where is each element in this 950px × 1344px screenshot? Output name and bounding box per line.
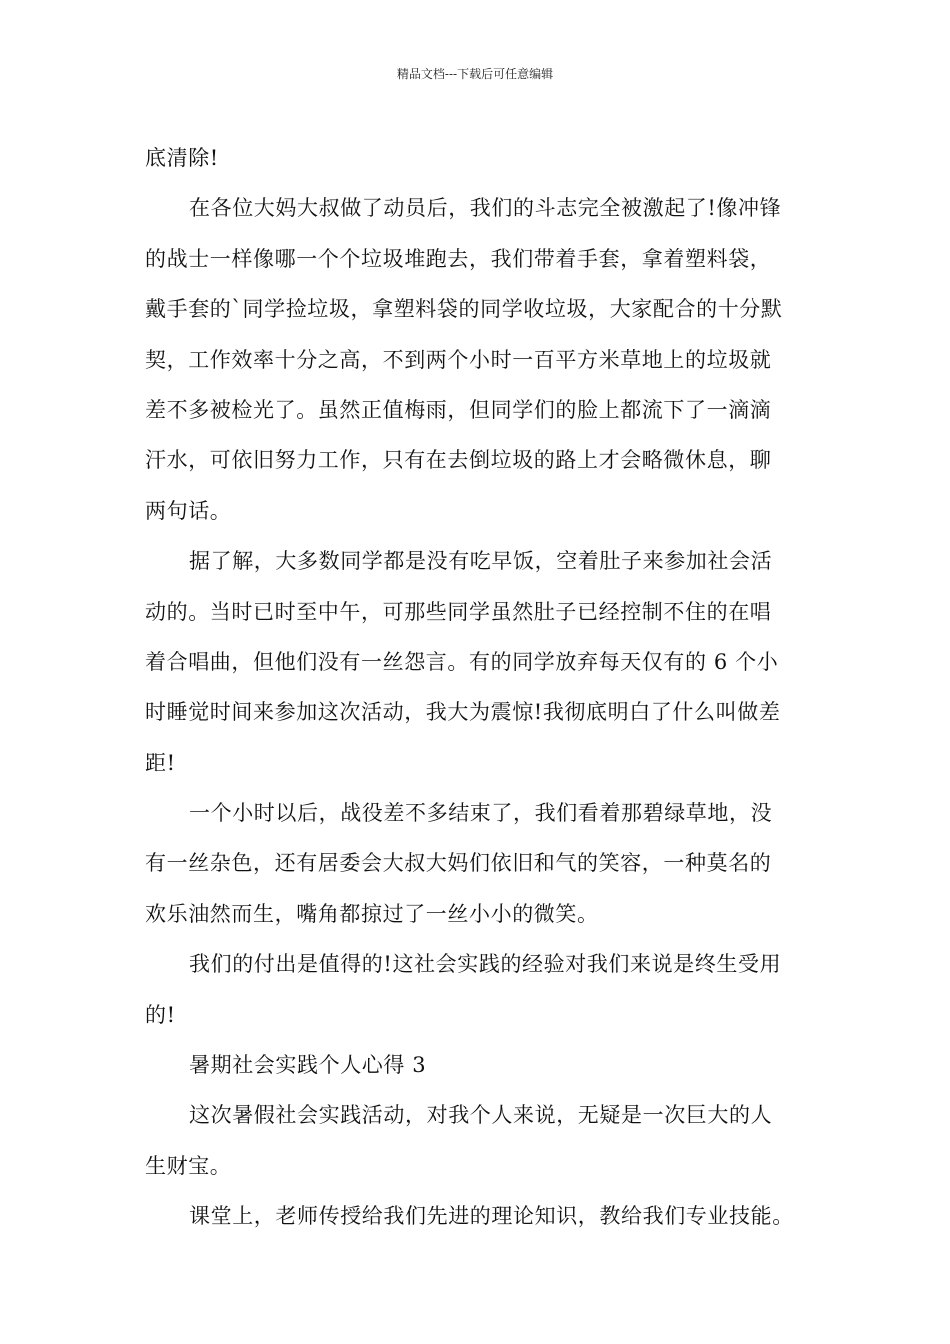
text-line: 着合唱曲，但他们没有一丝怨言。有的同学放弃每天仅有的 6 个小 xyxy=(145,649,779,674)
page-header: 精品文档---下载后可任意编辑 xyxy=(396,67,554,81)
text-line: 汗水，可依旧努力工作，只有在去倒垃圾的路上才会略微休息，聊 xyxy=(145,448,772,473)
document-body xyxy=(145,133,825,1242)
text-line: 契，工作效率十分之高，不到两个小时一百平方米草地上的垃圾就 xyxy=(145,347,772,372)
text-line: 底清除! xyxy=(145,146,219,170)
text-line: 两句话。 xyxy=(145,498,232,523)
text-line: 欢乐油然而生，嘴角都掠过了一丝小小的微笑。 xyxy=(145,901,599,926)
text-line: 动的。当时已时至中午，可那些同学虽然肚子已经控制不住的在唱 xyxy=(145,599,772,624)
text-line: 有一丝杂色，还有居委会大叔大妈们依旧和气的笑容，一种莫名的 xyxy=(145,851,772,876)
text-line: 暑期社会实践个人心得 3 xyxy=(189,1053,427,1078)
text-line: 据了解，大多数同学都是没有吃早饭，空着肚子来参加社会活 xyxy=(189,549,773,574)
text-line: 时睡觉时间来参加这次活动，我大为震惊!我彻底明白了什么叫做差 xyxy=(145,700,781,725)
text-line: 这次暑假社会实践活动，对我个人来说，无疑是一次巨大的人 xyxy=(189,1103,773,1128)
text-line: 生财宝。 xyxy=(145,1153,232,1178)
text-line: 差不多被检光了。虽然正值梅雨，但同学们的脸上都流下了一滴滴 xyxy=(145,397,772,422)
text-line: 距! xyxy=(145,750,176,775)
text-line: 的! xyxy=(145,1002,176,1027)
text-line: 我们的付出是值得的!这社会实践的经验对我们来说是终生受用 xyxy=(189,952,782,977)
text-line: 在各位大妈大叔做了动员后，我们的斗志完全被激起了!像冲锋 xyxy=(189,196,782,221)
text-line: 一个小时以后，战役差不多结束了，我们看着那碧绿草地，没 xyxy=(189,801,773,826)
text-line: 戴手套的`同学捡垃圾，拿塑料袋的同学收垃圾，大家配合的十分默 xyxy=(145,297,783,322)
text-line: 课堂上，老师传授给我们先进的理论知识，教给我们专业技能。 xyxy=(189,1204,794,1229)
text-line: 的战士一样像哪一个个垃圾堆跑去，我们带着手套，拿着塑料袋， xyxy=(145,246,772,271)
